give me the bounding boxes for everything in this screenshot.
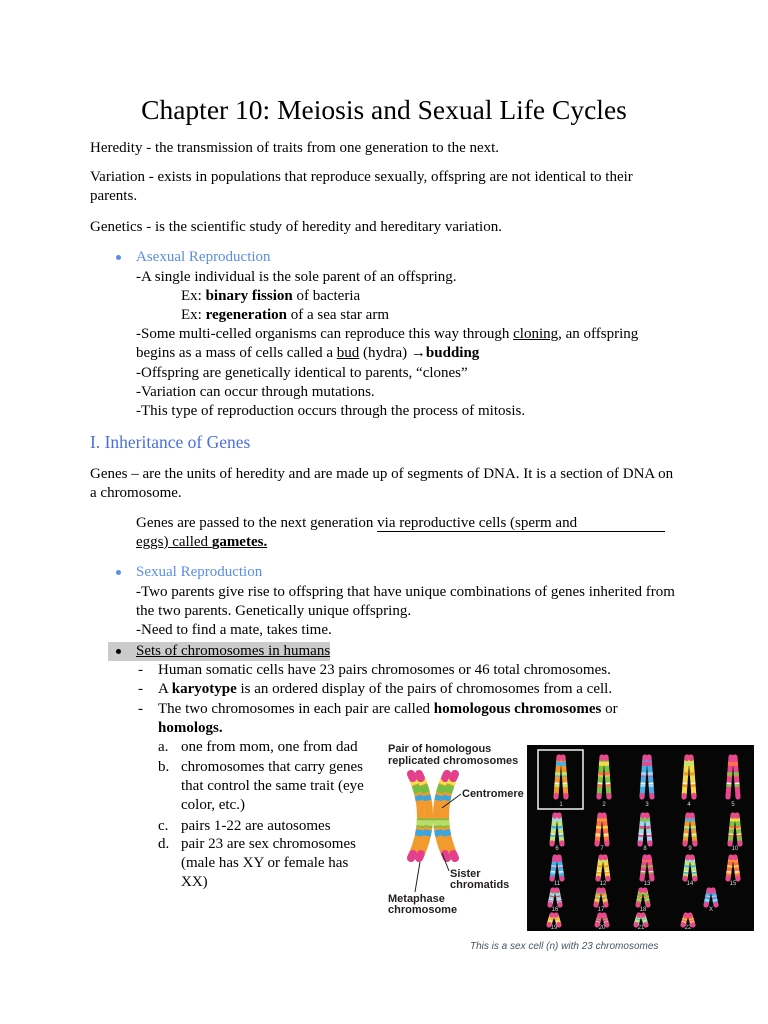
list-item-text: The two chromosomes in each pair are called	[158, 701, 434, 717]
karyotype-label: 17	[597, 907, 605, 913]
karyotype-chromosome	[645, 890, 648, 905]
karyotype-chromosome	[604, 915, 607, 925]
karyotype-chromosome	[603, 890, 606, 905]
karyotype-chromosome	[685, 857, 688, 879]
karyotype-label: 18	[639, 907, 647, 913]
karyotype-chromosome	[647, 815, 650, 844]
page-title: Chapter 10: Meiosis and Sexual Life Cycles	[141, 94, 627, 125]
dash-marker: -	[138, 662, 143, 678]
asexual-line: -Variation can occur through mutations.	[136, 384, 375, 400]
karyotype-chromosome	[552, 815, 555, 844]
gametes-line-2	[136, 532, 267, 552]
example-regeneration	[181, 305, 389, 325]
chromatid	[411, 774, 421, 858]
cloning-text: -Some multi-celled organisms can reproduce this way through	[136, 326, 514, 342]
diagram-label-sister: Sister	[450, 868, 481, 880]
karyotype-label: 7	[600, 846, 604, 852]
karyotype-chromosome	[556, 757, 559, 797]
karyotype-chromosome	[649, 857, 652, 879]
homologous-term: homologous chromosomes	[433, 701, 602, 717]
karyotype-chromosome	[684, 757, 687, 797]
sublist-item: pair 23 are sex chromosomes	[181, 836, 356, 852]
karyotype-chromosome	[638, 890, 641, 905]
karyotype-chromosome	[557, 890, 560, 905]
karyotype-chromosome	[559, 815, 562, 844]
homologous-chromosome-pair	[411, 774, 455, 858]
example-term: regeneration	[205, 307, 287, 323]
heredity-definition: Heredity - the transmission of traits from one generation to the next.	[90, 140, 500, 156]
karyotype-chromosome	[735, 857, 738, 879]
karyotype-chromosome	[597, 815, 600, 844]
list-item	[158, 699, 618, 719]
karyotype-label: 13	[643, 881, 651, 887]
genes-definition-line-2: a chromosome.	[90, 485, 182, 501]
karyotype-chromosome	[606, 757, 609, 797]
sublist-item: chromosomes that carry genes	[181, 759, 364, 775]
karyotype-chromosome	[552, 857, 555, 879]
karyotype-chromosome	[559, 857, 562, 879]
karyotype-chromosome	[706, 890, 709, 905]
homologs-term: homologs.	[158, 720, 223, 736]
budding-text: begins as a mass of cells called a	[136, 345, 337, 361]
karyotype-chromosome	[735, 757, 738, 797]
diagram-label-chromosome: chromosome	[388, 904, 458, 916]
karyotype-label: 22	[684, 925, 692, 931]
karyotype-label: X	[708, 907, 714, 913]
karyotype-label: 15	[729, 881, 737, 887]
asexual-line: -A single individual is the sole parent of an offspring.	[136, 269, 457, 285]
gametes-line-1	[136, 513, 665, 533]
example-prefix: Ex:	[181, 288, 206, 304]
bullet-icon	[116, 570, 121, 575]
karyotype-label: 14	[686, 881, 694, 887]
sublist-item: (male has XY or female has	[181, 855, 349, 871]
diagram-label-centromere: Centromere	[462, 788, 524, 800]
variation-definition-line-1: Variation - exists in populations that reproduce sexually, offspring are not identical to their	[90, 169, 633, 185]
sublist-marker: b.	[158, 759, 170, 775]
karyotype-chromosome	[598, 857, 601, 879]
sexual-line: the two parents. Genetically unique offspring.	[136, 603, 412, 619]
karyotype-label: 21	[637, 925, 645, 931]
diagram-label-chromatids: chromatids	[450, 879, 510, 891]
cloning-line	[136, 324, 638, 344]
example-suffix: of bacteria	[292, 288, 361, 304]
karyotype-chromosome	[596, 890, 599, 905]
diagram-label-pair: replicated chromosomes	[388, 755, 519, 767]
asexual-line: -Offspring are genetically identical to parents, “clones”	[136, 365, 468, 381]
example-suffix: of a sea star arm	[286, 307, 390, 323]
sublist-item: color, etc.)	[181, 797, 245, 813]
dash-marker: -	[138, 701, 143, 717]
example-binary-fission	[181, 286, 360, 306]
karyotype-chromosome	[685, 815, 688, 844]
karyotype-chromosome	[642, 857, 645, 879]
dash-marker: -	[138, 681, 143, 697]
sublist-item: one from mom, one from dad	[181, 739, 358, 755]
karyotype-label: 3	[645, 802, 649, 808]
diagram-label-pair: Pair of homologous	[388, 743, 492, 755]
karyotype-label: 6	[555, 846, 559, 852]
diagram-label-metaphase: Metaphase	[388, 893, 445, 905]
cloning-term: cloning	[513, 326, 559, 342]
karyotype-chromosome	[643, 915, 646, 925]
karyotype-chromosome	[728, 757, 731, 797]
karyotype-label: 5	[731, 802, 735, 808]
karyotype-label: 8	[643, 846, 647, 852]
sublist-item: that control the same trait (eye	[181, 778, 364, 794]
sublist-item: XX)	[181, 874, 208, 890]
gametes-text: eggs) called	[136, 534, 212, 550]
karyotype-chromosome	[683, 915, 686, 925]
asexual-reproduction-heading: Asexual Reproduction	[136, 249, 271, 265]
bullet-icon	[116, 649, 121, 654]
sublist-marker: a.	[158, 739, 169, 755]
gametes-text: Genes are passed to the next generation	[136, 515, 378, 531]
karyotype-label: 19	[550, 925, 558, 931]
example-prefix: Ex:	[181, 307, 206, 323]
cloning-text-end: , an offspring	[558, 326, 639, 342]
figure-caption: This is a sex cell (n) with 23 chromosomes	[470, 941, 659, 952]
metaphase-pointer	[415, 862, 420, 892]
budding-term: budding	[425, 345, 480, 361]
chromosome-diagram	[385, 740, 527, 918]
sublist-marker: c.	[158, 818, 169, 834]
karyotype-term: karyotype	[171, 681, 237, 697]
underlined-text	[136, 534, 267, 550]
genes-definition-line-1: Genes – are the units of heredity and are made up of segments of DNA. It is a section of DNA on	[90, 466, 674, 482]
karyotype-label: 16	[551, 907, 559, 913]
karyotype-chromosome	[649, 757, 652, 797]
sexual-line: -Need to find a mate, takes time.	[136, 622, 332, 638]
list-item-text: or	[601, 701, 618, 717]
list-item-text: is an ordered display of the pairs of chromosomes from a cell.	[236, 681, 613, 697]
example-term: binary fission	[205, 288, 293, 304]
budding-line	[136, 343, 479, 363]
karyotype-chromosome	[549, 915, 552, 925]
karyotype-label: 1	[559, 802, 563, 808]
karyotype-chromosome	[604, 815, 607, 844]
karyotype-label: 11	[553, 881, 561, 887]
karyotype-chromosome	[636, 915, 639, 925]
karyotype-chromosome	[599, 757, 602, 797]
budding-text-middle: (hydra) →	[359, 345, 426, 361]
section-heading-inheritance: I. Inheritance of Genes	[90, 432, 251, 452]
karyotype-label: 4	[687, 802, 691, 808]
karyotype-chromosome	[692, 815, 695, 844]
chromatid	[445, 774, 455, 858]
list-item-text: A	[158, 681, 172, 697]
karyotype-chromosome	[728, 857, 731, 879]
karyotype-label: 20	[598, 925, 606, 931]
genetics-definition: Genetics - is the scientific study of heredity and hereditary variation.	[90, 219, 502, 235]
karyotype-label: 9	[688, 846, 692, 852]
list-item	[158, 679, 612, 699]
karyotype-chromosome	[556, 915, 559, 925]
karyotype-label: 10	[731, 846, 739, 852]
underlined-text: via reproductive cells (sperm and	[377, 516, 665, 532]
karyotype-chromosome	[563, 757, 566, 797]
list-item: Human somatic cells have 23 pairs chromosomes or 46 total chromosomes.	[158, 662, 611, 678]
karyotype-chromosome	[640, 815, 643, 844]
karyotype-label: 2	[602, 802, 606, 808]
karyotype-chromosome	[605, 857, 608, 879]
karyotype-chromosome	[737, 815, 740, 844]
karyotype-chromosome	[730, 815, 733, 844]
bullet-icon	[116, 255, 121, 260]
sexual-line: -Two parents give rise to offspring that have unique combinations of genes inherited from	[136, 584, 675, 600]
chromosome-sets-heading: Sets of chromosomes in humans	[136, 643, 331, 659]
karyotype-chromosome	[690, 915, 693, 925]
variation-definition-line-2: parents.	[90, 188, 138, 204]
karyotype-label: 12	[599, 881, 607, 887]
karyotype-chromosome	[692, 857, 695, 879]
sublist-item: pairs 1-22 are autosomes	[181, 818, 331, 834]
asexual-line: -This type of reproduction occurs through the process of mitosis.	[136, 403, 526, 419]
karyotype-chromosome	[713, 890, 716, 905]
sublist-marker: d.	[158, 836, 170, 852]
sexual-reproduction-heading: Sexual Reproduction	[136, 564, 263, 580]
bud-term: bud	[336, 345, 360, 361]
gametes-term: gametes.	[211, 534, 268, 550]
karyotype-chromosome	[597, 915, 600, 925]
karyotype-image	[527, 745, 754, 931]
karyotype-chromosome	[691, 757, 694, 797]
karyotype-chromosome	[642, 757, 645, 797]
karyotype-chromosome	[550, 890, 553, 905]
